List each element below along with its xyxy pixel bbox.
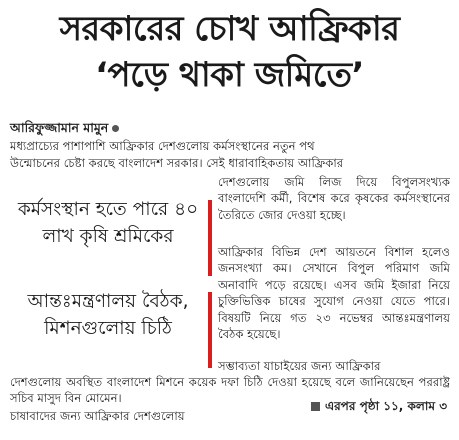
bullet-icon	[112, 125, 119, 132]
paragraph-4-full: চাষাবাদের জন্য আফ্রিকার দেশগুলোয়	[10, 409, 185, 423]
paragraph-2-column: আফ্রিকার বিভিন্ন দেশ আয়তনে বিশাল হলেও জনসংখ্যা কম। সেখানে বিপুল পরিমাণ জমি অনাবাদি পড়ে রয়েছে। এসব জমি ইজারা নিয়ে চুক্তিভিত্তিক চাষের সুযোগ নেওয়া যেতে পারে। বিষয়টি নিয়ে গত ২৩ নভেম্বর আন্তঃমন্ত্রণালয় বৈঠক হয়েছে।	[218, 245, 450, 342]
pull-quote-1-text: কর্মসংস্থান হতে পারে ৪০ লাখ কৃষি শ্রমিকের	[17, 199, 199, 247]
pull-quote-2	[10, 288, 206, 342]
paragraph-3-full: দেশগুলোয় অবস্থিত বাংলাদেশ মিশনে কয়েক দফা চিঠি দেওয়া হয়েছে বলে জানিয়েছেন পররাষ্ট্র সচিব মাসুদ বিন মোমেন।	[10, 375, 450, 406]
paragraph-1-line-1: মধ্যপ্রাচ্যের পাশাপাশি আফ্রিকার দেশগুলোয় কর্মসংস্থানের নতুন পথ	[10, 139, 315, 153]
headline-line-2: ‘পড়ে থাকা জমিতে’	[95, 55, 364, 95]
headline	[0, 6, 459, 98]
pull-quote-2-accent-bar	[208, 292, 212, 368]
square-bullet-icon	[311, 402, 320, 411]
pull-quote-2-text: আন্তঃমন্ত্রণালয় বৈঠক, মিশনগুলোয় চিঠি	[27, 291, 189, 339]
paragraph-3-column: সম্ভাব্যতা যাচাইয়ের জন্য আফ্রিকার	[218, 359, 381, 373]
pull-quote-1-accent-bar	[208, 200, 212, 276]
paragraph-1-line-2: উন্মোচনের চেষ্টা করছে বাংলাদেশ সরকার। সেই ধারাবাহিকতায় আফ্রিকার	[10, 156, 344, 170]
paragraph-1-column: দেশগুলোয় জমি লিজ দিয়ে বিপুলসংখ্যক বাংলাদেশি কর্মী, বিশেষ করে কৃষকের কর্মসংস্থানের তৈরিতে জোর দেওয়া হচ্ছে।	[218, 175, 450, 222]
pull-quote-1	[10, 196, 206, 250]
headline-line-1: সরকারের চোখ আফ্রিকার	[59, 9, 400, 49]
continuation-text: এরপর পৃষ্ঠা ১১, কলাম ৩	[324, 399, 447, 413]
byline	[10, 120, 119, 140]
author-name: আরিফুজ্জামান মামুন	[10, 120, 109, 135]
continuation-note	[311, 398, 447, 418]
